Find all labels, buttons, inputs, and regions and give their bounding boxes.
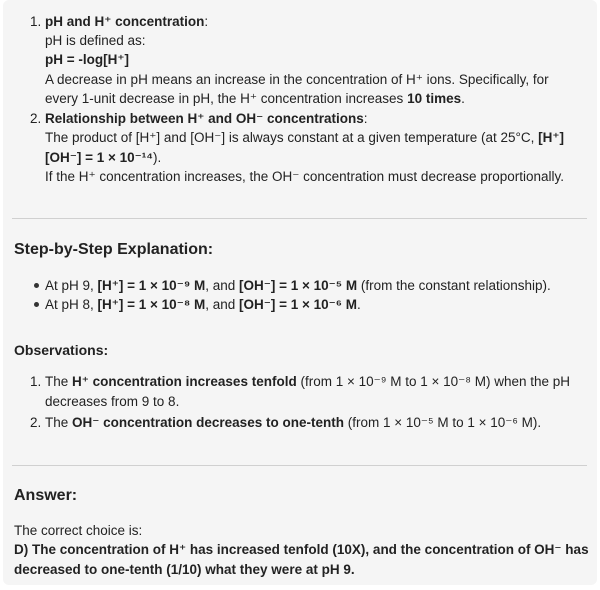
item2-title: Relationship between H⁺ and OH⁻ concentrations bbox=[45, 111, 364, 126]
observation-2: The OH⁻ concentration decreases to one-tenth (from 1 × 10⁻⁵ M to 1 × 10⁻⁶ M). bbox=[45, 415, 542, 430]
ph-formula: pH = -log[H⁺] bbox=[45, 52, 129, 67]
item1-title: pH and H⁺ concentration bbox=[45, 14, 205, 29]
divider-1 bbox=[12, 218, 587, 219]
answer-heading: Answer: bbox=[14, 487, 78, 504]
obs-number-2: 2. bbox=[30, 415, 42, 430]
observations-heading: Observations: bbox=[14, 342, 109, 358]
item1-title-line: pH and H⁺ concentration: bbox=[45, 14, 209, 29]
item2-title-line: Relationship between H⁺ and OH⁻ concentrations: bbox=[45, 111, 368, 126]
ten-times: 10 times bbox=[407, 91, 462, 106]
item1-explanation-line2: every 1-unit decrease in pH, the H⁺ concentration increases 10 times. bbox=[45, 91, 465, 106]
step-bullet-2: At pH 8, [H⁺] = 1 × 10⁻⁸ M, and [OH⁻] = 1 × 10⁻⁶ M. bbox=[45, 297, 361, 312]
list-number-2: 2. bbox=[30, 111, 42, 126]
bullet-dot-2 bbox=[34, 302, 39, 307]
item2-line3: If the H⁺ concentration increases, the OH⁻ concentration must decrease proportionally. bbox=[45, 169, 565, 184]
answer-intro: The correct choice is: bbox=[14, 523, 143, 538]
answer-line-2: decreased to one-tenth (1/10) what they were at pH 9. bbox=[14, 562, 355, 577]
item2-line1: The product of [H⁺] and [OH⁻] is always constant at a given temperature (at 25°C, [H⁺] bbox=[45, 130, 565, 145]
divider-2 bbox=[12, 465, 587, 466]
obs-number-1: 1. bbox=[30, 374, 42, 389]
item2-line2: [OH⁻] = 1 × 10⁻¹⁴). bbox=[45, 150, 162, 165]
list-number-1: 1. bbox=[30, 14, 42, 29]
item1-definition: pH is defined as: bbox=[45, 33, 146, 48]
answer-line-1: D) The concentration of H⁺ has increased tenfold (10X), and the concentration of OH⁻ has bbox=[14, 542, 589, 557]
observation-1-line1: The H⁺ concentration increases tenfold (from 1 × 10⁻⁹ M to 1 × 10⁻⁸ M) when the pH bbox=[45, 374, 571, 389]
step-heading: Step-by-Step Explanation: bbox=[14, 241, 214, 258]
water-constant: [OH⁻] = 1 × 10⁻¹⁴ bbox=[45, 150, 153, 165]
step-bullet-1: At pH 9, [H⁺] = 1 × 10⁻⁹ M, and [OH⁻] = 1 × 10⁻⁵ M (from the constant relationship). bbox=[45, 278, 551, 293]
bullet-dot-1 bbox=[34, 283, 39, 288]
observation-1-line2: decreases from 9 to 8. bbox=[45, 394, 180, 409]
item1-explanation-line1: A decrease in pH means an increase in the concentration of H⁺ ions. Specifically, for bbox=[45, 72, 549, 87]
